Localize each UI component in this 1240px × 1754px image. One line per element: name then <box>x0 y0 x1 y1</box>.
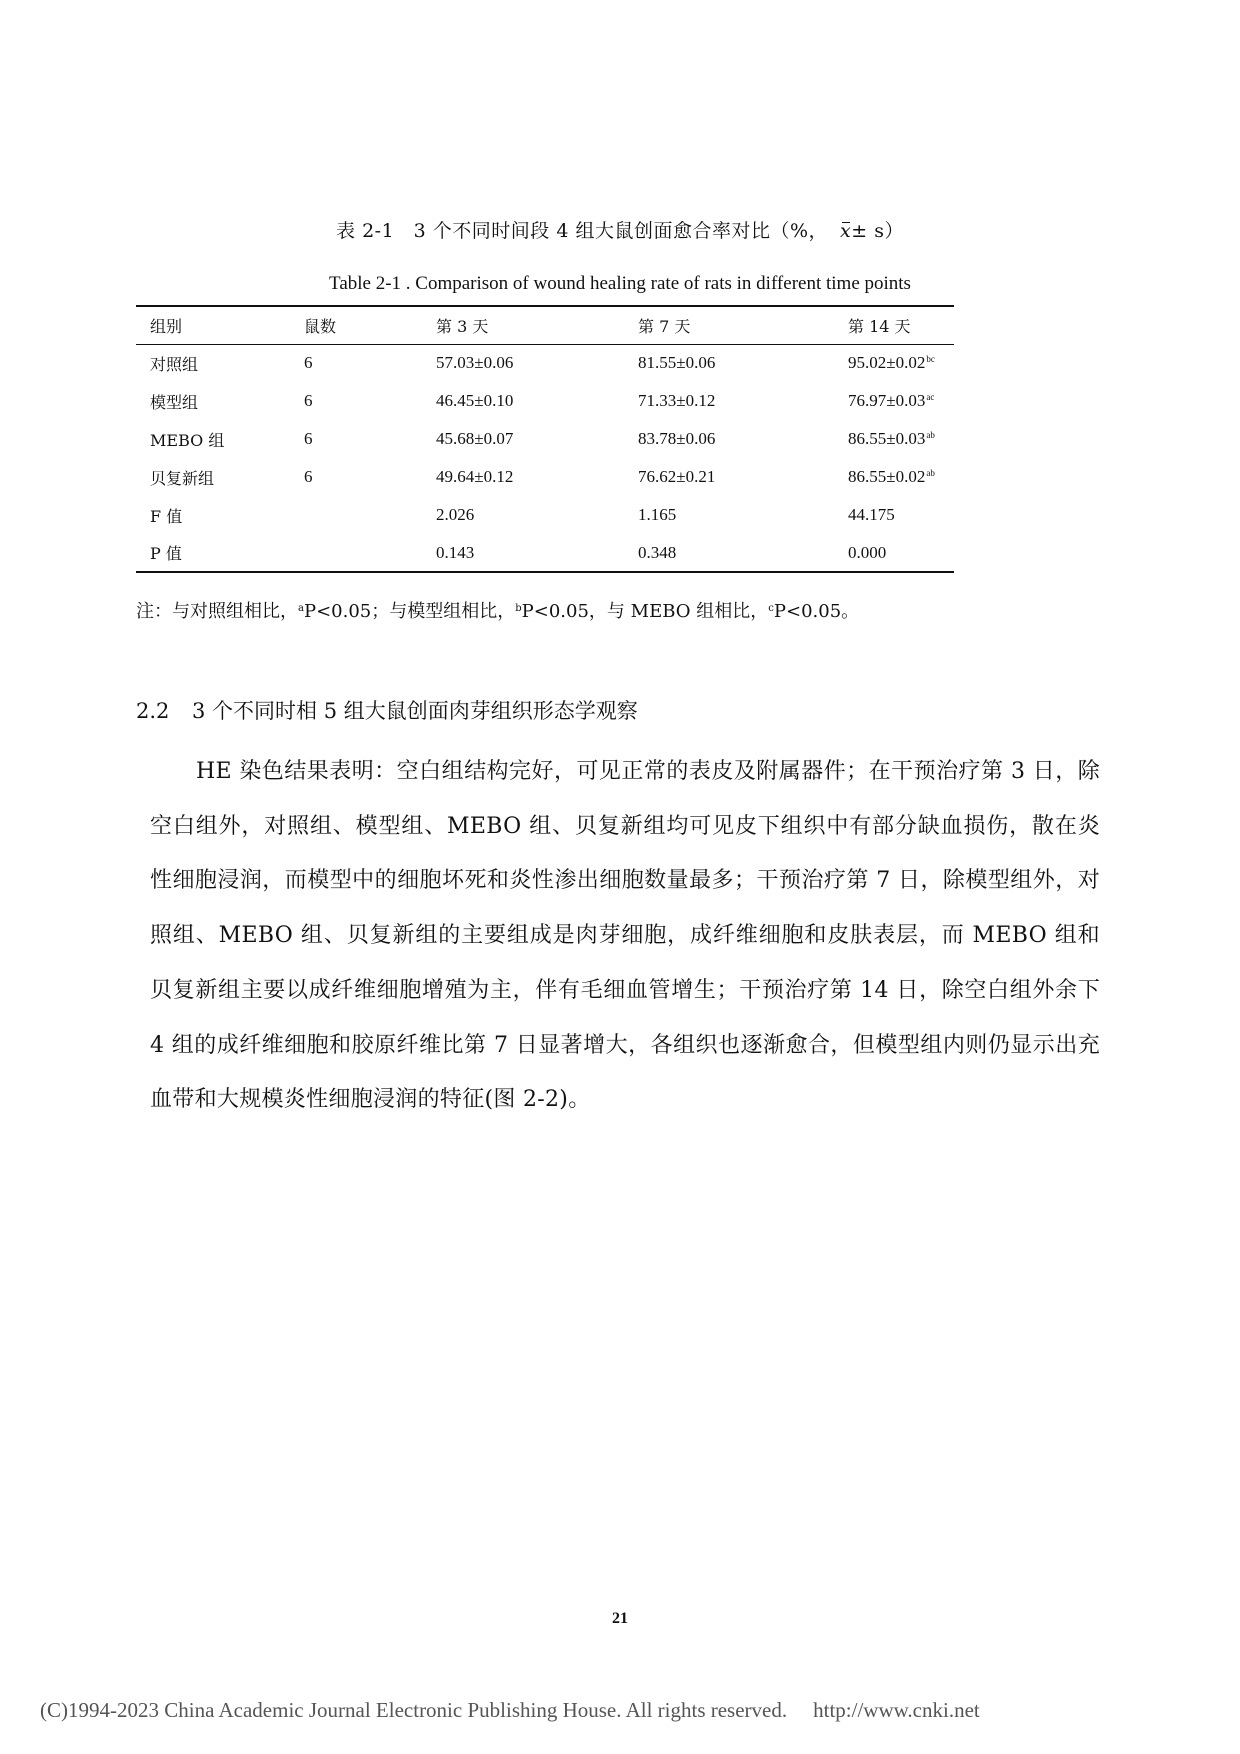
cell-day7: 0.348 <box>624 534 834 572</box>
page-number: 21 <box>612 1610 628 1627</box>
significance-mark: ac <box>926 392 935 402</box>
table-subtitle: Table 2-1 . Comparison of wound healing rate of rats in different time points <box>329 273 911 294</box>
section-number: 2.2 <box>136 699 170 723</box>
significance-mark: ab <box>926 468 935 478</box>
note-mark-b: b <box>515 603 522 614</box>
cell-count: 6 <box>304 467 313 486</box>
mean-symbol: x <box>840 220 852 242</box>
cell-count: 6 <box>304 353 313 373</box>
table-note <box>136 597 859 623</box>
cell-group: P 值 <box>136 534 290 572</box>
table-title-prefix: 表 2-1 3 个不同时间段 4 组大鼠创面愈合率对比（%， <box>336 220 829 242</box>
section-title: 3 个不同时相 5 组大鼠创面肉芽组织形态学观察 <box>192 699 638 723</box>
header-day14: 第 14 天 <box>834 306 954 344</box>
cell-day14-value: 44.175 <box>848 505 895 524</box>
cell-group: 模型组 <box>150 392 199 412</box>
table-row <box>136 458 954 496</box>
table-header-row <box>136 306 954 344</box>
table-row <box>136 382 954 420</box>
significance-mark: bc <box>926 354 935 365</box>
cell-day14-value: 0.000 <box>848 542 887 562</box>
cell-day14-value: 95.02±0.02 <box>848 353 926 373</box>
footer-copyright: (C)1994-2023 China Academic Journal Electronic Publishing House. All rights reserved. <box>40 1698 788 1722</box>
cell-day7: 1.165 <box>638 505 677 524</box>
cell-count: 6 <box>304 429 313 448</box>
cell-day14 <box>834 382 954 420</box>
header-group: 组别 <box>136 306 290 344</box>
cell-day14 <box>834 344 954 382</box>
cell-day14 <box>834 458 954 496</box>
cell-day7: 71.33±0.12 <box>638 391 716 410</box>
note-mark-a: a <box>298 603 304 614</box>
cell-group: 贝复新组 <box>150 468 215 488</box>
table-row-f-value <box>136 496 954 534</box>
body-paragraph: HE 染色结果表明：空白组结构完好，可见正常的表皮及附属器件；在干预治疗第 3 日，除空白组外，对照组、模型组、MEBO 组、贝复新组均可见皮下组织中有部分缺血损伤，散在炎性细胞浸润，而模型中的细胞坏死和炎性渗出细胞数量最多；干预治疗第 7 日，除模型组外，对照组、MEBO 组、贝复新组的主要组成是肉芽细胞，成纤维细胞和皮肤表层，而 MEBO 组和贝复新组主要以成纤维细胞增殖为主，伴有毛细血管增生；干预治疗第 14 日，除空白组外余下 4 组的成纤维细胞和胶原纤维比第 7 日显著增大，各组织也逐渐愈合，但模型组内则仍显示出充血带和大规模炎性细胞浸润的特征(图 2-2)。 <box>150 759 1100 1113</box>
cell-day3: 49.64±0.12 <box>436 467 514 486</box>
cell-day14 <box>834 496 954 534</box>
cell-day3: 45.68±0.07 <box>436 429 514 448</box>
cell-group: MEBO 组 <box>150 430 225 450</box>
footer <box>40 1698 980 1723</box>
header-day7: 第 7 天 <box>624 306 834 344</box>
significance-mark: ab <box>926 430 935 440</box>
table-row <box>136 344 954 382</box>
cell-day7: 76.62±0.21 <box>638 467 716 486</box>
cell-day14 <box>834 534 954 572</box>
footer-url[interactable]: http://www.cnki.net <box>813 1698 980 1722</box>
cell-day14-value: 86.55±0.03 <box>848 429 926 448</box>
note-p3: P<0.05。 <box>773 601 860 622</box>
cell-count: 6 <box>304 391 313 410</box>
table-title <box>0 216 1240 243</box>
cell-day14-value: 86.55±0.02 <box>848 467 926 486</box>
note-p2: P<0.05，与 MEBO 组相比， <box>521 601 769 622</box>
table-title-suffix: ± s） <box>851 220 904 242</box>
cell-day7: 83.78±0.06 <box>638 429 716 448</box>
table-row <box>136 420 954 458</box>
cell-day14-value: 76.97±0.03 <box>848 391 926 410</box>
cell-count <box>290 534 422 572</box>
cell-day14 <box>834 420 954 458</box>
note-mark-c: c <box>768 603 774 614</box>
cell-count <box>290 496 422 534</box>
healing-rate-table <box>136 305 954 573</box>
cell-day3: 57.03±0.06 <box>436 353 514 373</box>
header-day3: 第 3 天 <box>422 306 624 344</box>
cell-group: F 值 <box>150 506 183 526</box>
cell-day3: 0.143 <box>422 534 624 572</box>
note-prefix: 注：与对照组相比， <box>136 601 298 622</box>
cell-group: 对照组 <box>150 354 199 374</box>
cell-day7: 81.55±0.06 <box>638 353 716 373</box>
cell-day3: 2.026 <box>436 505 475 524</box>
note-p1: P<0.05；与模型组相比， <box>303 601 516 622</box>
section-heading <box>136 695 638 725</box>
table-row-p-value <box>136 534 954 572</box>
header-count: 鼠数 <box>290 306 422 344</box>
cell-day3: 46.45±0.10 <box>436 391 514 410</box>
